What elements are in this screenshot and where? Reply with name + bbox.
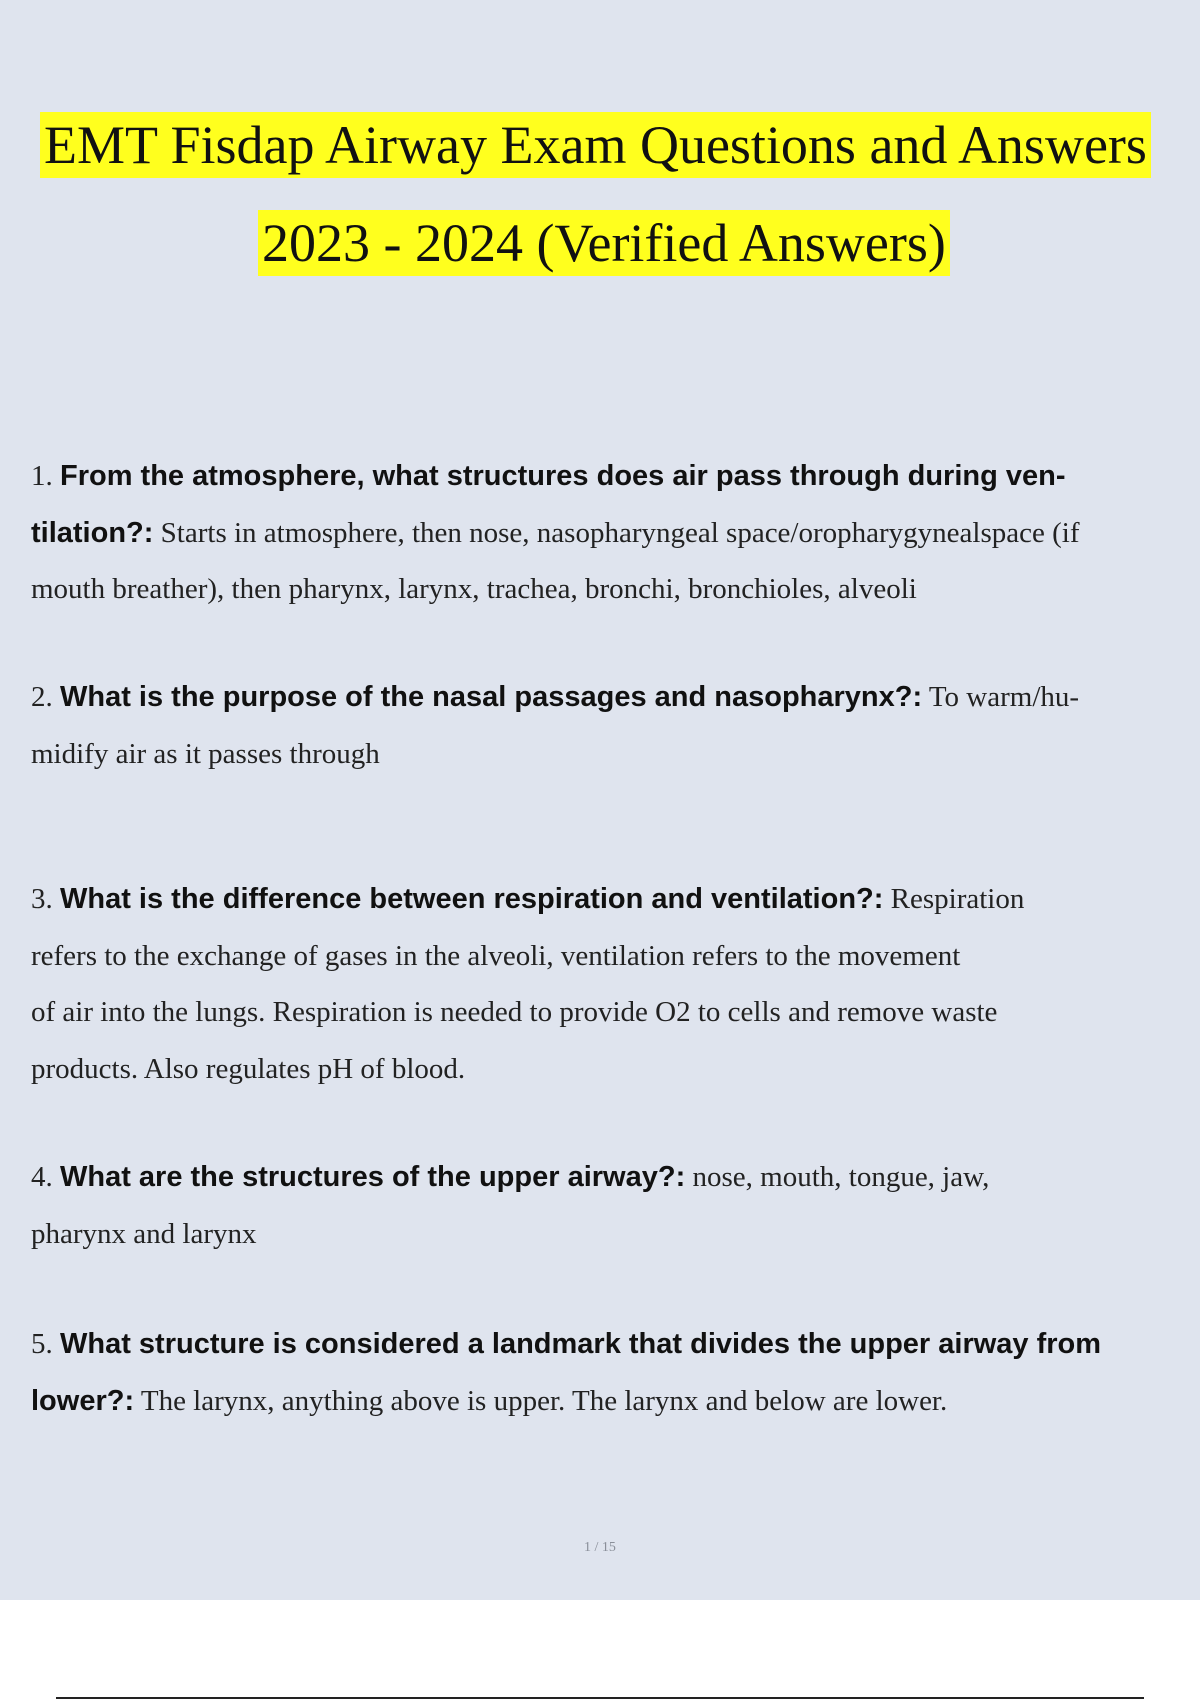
answer-text: To warm/hu- bbox=[922, 681, 1080, 713]
question-text: lower?: bbox=[31, 1384, 135, 1417]
answer-text: pharynx and larynx bbox=[31, 1217, 257, 1250]
answer-text: Starts in atmosphere, then nose, nasopharyngeal space/oropharygynealspace (if bbox=[153, 516, 1080, 549]
qa-item-5 bbox=[31, 1316, 1200, 1429]
answer-text: The larynx, anything above is upper. The larynx and below are lower. bbox=[134, 1384, 948, 1417]
qa-line bbox=[31, 561, 1200, 618]
qa-line bbox=[31, 726, 1200, 783]
answer-text: midify air as it passes through bbox=[31, 737, 380, 770]
title-line-1: EMT Fisdap Airway Exam Questions and Answers bbox=[40, 112, 1151, 178]
qa-line bbox=[31, 871, 1200, 928]
answer-text: nose, mouth, tongue, jaw, bbox=[685, 1161, 990, 1193]
question-text: What is the difference between respiration and ventilation?: bbox=[60, 883, 884, 915]
qa-line bbox=[31, 1206, 1200, 1263]
qa-line bbox=[31, 448, 1200, 505]
answer-text: of air into the lungs. Respiration is needed to provide O2 to cells and remove waste bbox=[31, 996, 998, 1028]
qa-line bbox=[31, 1316, 1200, 1373]
question-text: What is the purpose of the nasal passages and nasopharynx?: bbox=[60, 681, 923, 713]
answer-text: products. Also regulates pH of blood. bbox=[31, 1052, 466, 1085]
question-number: 2. bbox=[31, 681, 53, 713]
question-text: What structure is considered a landmark that divides the upper airway from bbox=[60, 1328, 1102, 1360]
qa-item-1 bbox=[31, 448, 1200, 618]
page-number: 1 / 15 bbox=[584, 1540, 616, 1555]
qa-item-3 bbox=[31, 871, 1200, 1097]
answer-text: refers to the exchange of gases in the alveoli, ventilation refers to the movement bbox=[31, 939, 961, 972]
qa-line bbox=[31, 928, 1200, 985]
qa-item-2 bbox=[31, 669, 1200, 782]
question-number: 4. bbox=[31, 1161, 53, 1193]
qa-item-4 bbox=[31, 1149, 1200, 1262]
qa-line bbox=[31, 1041, 1200, 1098]
question-text: What are the structures of the upper airway?: bbox=[60, 1161, 686, 1193]
qa-line bbox=[31, 984, 1200, 1041]
footer-divider bbox=[56, 1697, 1144, 1699]
qa-line bbox=[31, 505, 1200, 562]
answer-text: Respiration bbox=[883, 883, 1025, 915]
answer-text: mouth breather), then pharynx, larynx, trachea, bronchi, bronchioles, alveoli bbox=[31, 573, 917, 605]
question-text: From the atmosphere, what structures does air pass through during ven- bbox=[60, 460, 1066, 492]
question-number: 1. bbox=[31, 460, 53, 492]
question-number: 5. bbox=[31, 1328, 53, 1360]
question-text: tilation?: bbox=[31, 516, 154, 549]
question-number: 3. bbox=[31, 883, 53, 915]
qa-line bbox=[31, 1149, 1200, 1206]
title-line-2: 2023 - 2024 (Verified Answers) bbox=[258, 210, 950, 276]
qa-line bbox=[31, 669, 1200, 726]
qa-line bbox=[31, 1373, 1200, 1430]
